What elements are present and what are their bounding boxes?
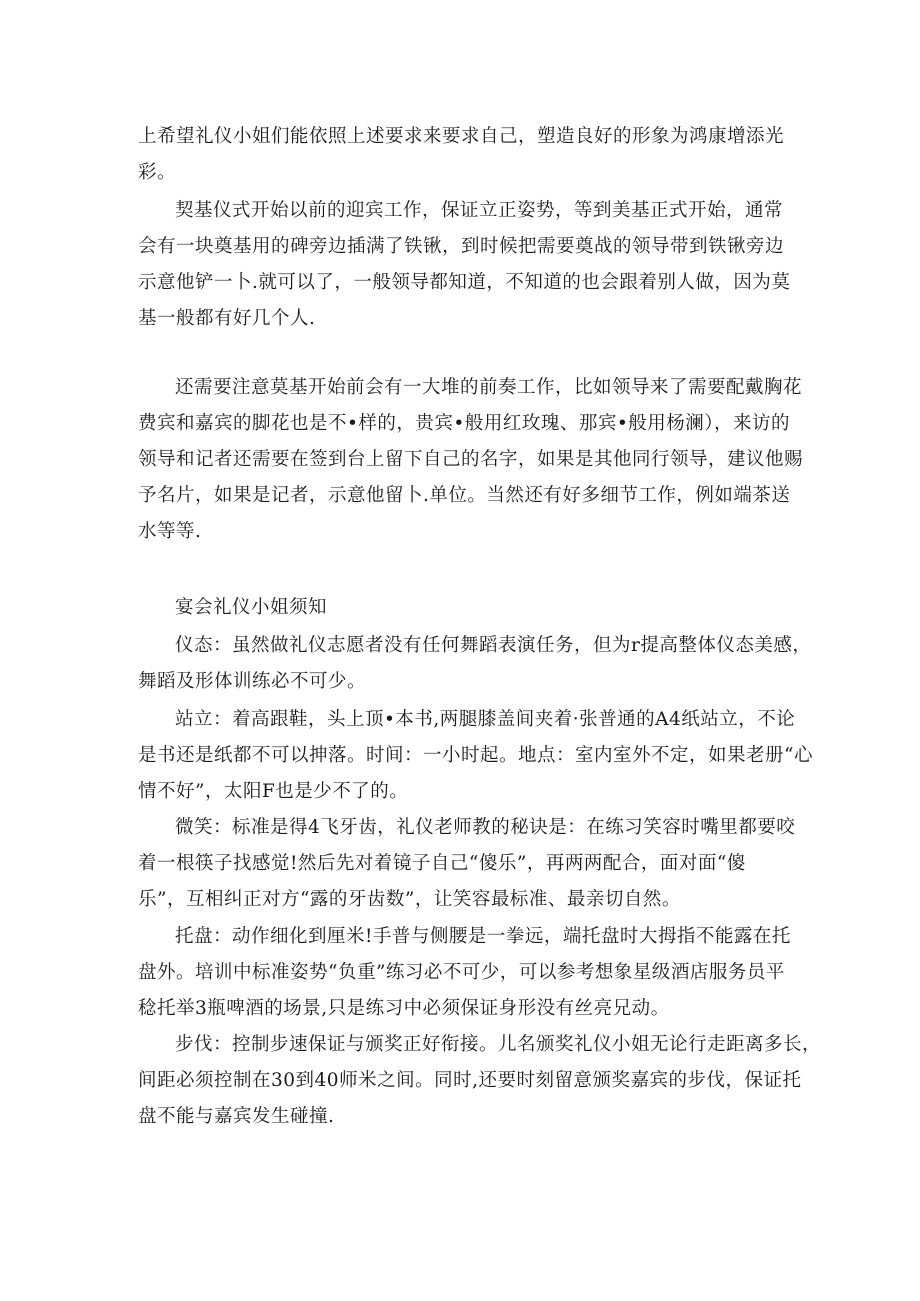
text-line: 盘不能与嘉宾发生碰撞. [138,1106,335,1127]
paragraph-standing [138,702,813,810]
text-line: 予名片，如果是记者，示意他留卜.单位。当然还有好多细节工作，例如端茶送 [138,485,791,506]
section-title: 宴会礼仪小姐须知 [175,597,328,618]
text-line: 仪态：虽然做礼仪志愿者没有任何舞蹈表演任务，但为r提高整体仪态美感， [175,635,812,656]
text-line: 费宾和嘉宾的脚花也是不•样的，贵宾•般用红玫瑰、那宾•般用杨澜），来访的 [138,413,790,434]
text-line: 着一根筷子找感觉!然后先对着镜子自己“傻乐”，再两两配合，面对面“傻 [138,853,746,874]
text-line: 水等等. [138,521,202,542]
paragraph-posture [138,628,812,700]
text-line: 是书还是纸都不可以抻落。时间：一小时起。地点：室内室外不定，如果老册“心 [138,745,813,766]
text-line: 盘外。培训中标准姿势“负重”练习必不可少，可以参考想象星级酒店服务员平 [138,962,785,983]
text-line: 会有一块奠基用的碑旁边插满了铁锹，到时候把需要奠战的领导带到铁锹旁边 [138,236,785,257]
paragraph-prelude-work [138,370,804,550]
paragraph-smile [138,810,796,918]
paragraph-pace [138,1027,822,1135]
section-heading-banquet [138,590,790,626]
text-line: 彩。 [138,162,177,183]
text-line: 示意他铲一卜.就可以了，一般领导都知道，不知道的也会跟着别人做，因为莫 [138,272,791,293]
paragraph-closing-wish [138,119,790,191]
text-line: 站立：着高跟鞋，头上顶•本书,两腿膝盖间夹着·张普通的A4纸站立，不论 [175,709,796,730]
text-line: 托盘：动作细化到厘米!手普与侧腰是一拳远，端托盘时大拇指不能露在托 [175,926,791,947]
text-line: 乐”，互相纠正对方“露的牙齿数”，让笑容最标准、最亲切自然。 [138,889,681,910]
text-line: 间距必须控制在30到40师米之间。同时,还要时刻留意颁奖嘉宾的步伐，保证托 [138,1070,802,1091]
paragraph-tray [138,919,790,1027]
text-line: 契基仪式开始以前的迎宾工作，保证立正姿势，等到美基正式开始，通常 [175,200,784,221]
text-line: 舞蹈及形体训练必不可少。 [138,671,367,692]
text-line: 步伐：控制步速保证与颁奖正好衔接。儿名颁奖礼仪小姐无论行走距离多长， [175,1034,822,1055]
text-line: 还需要注意莫基开始前会有一大堆的前奏工作，比如领导来了需要配戴胸花 [175,377,803,398]
text-line: 微笑：标准是得4飞牙齿，礼仪老师教的秘诀是：在练习笑容时嘴里都要咬 [175,817,796,838]
text-line: 情不好”，太阳F也是少不了的。 [138,781,409,802]
text-line: 基一般都有好几个人. [138,308,316,329]
text-line: 领导和记者还需要在签到台上留下自己的名字，如果是其他同行领导，建议他赐 [138,449,804,470]
text-line: 稔托举3瓶啤酒的场景,只是练习中必须保证身形没有丝亮兄动。 [138,998,670,1019]
paragraph-groundbreaking-welcome [138,193,790,337]
text-line: 上希望礼仪小姐们能依照上述要求来要求自己，塑造良好的形象为鸿康增添光 [138,126,785,147]
